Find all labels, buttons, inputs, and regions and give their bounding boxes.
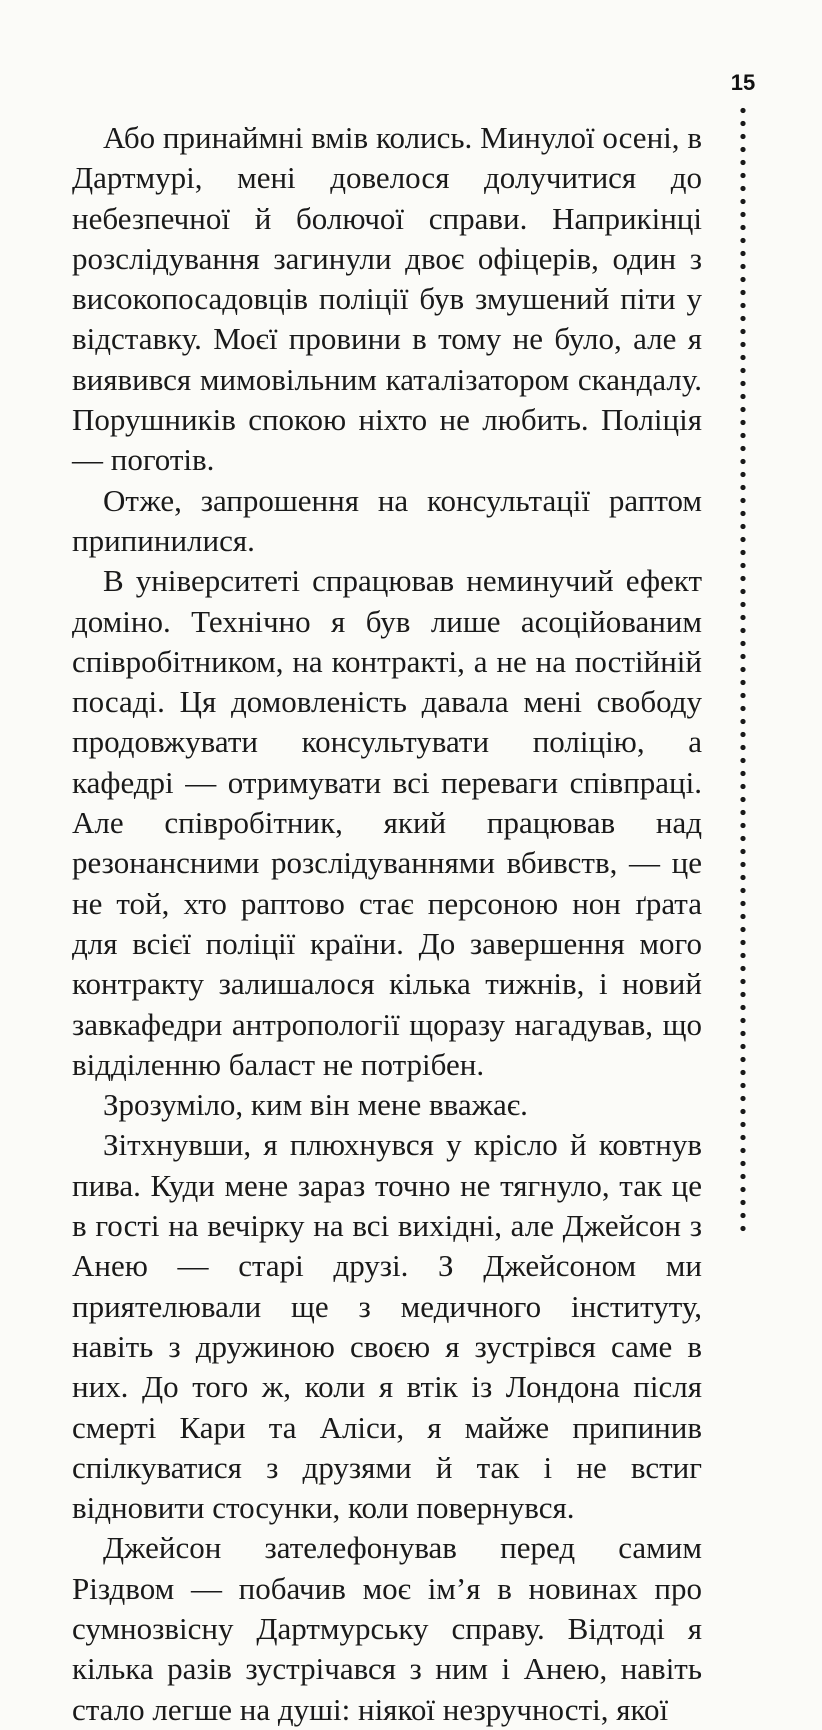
paragraph: Отже, запрошення на консультації раптом припинилися. <box>72 482 702 558</box>
page-number: 15 <box>730 70 756 95</box>
paragraph: Або принаймні вмів колись. Минулої осені, в Дартмурі, мені довелося долучитися до небезпечної й болючої справи. Наприкінці розслідування загинули двоє офіцерів, один з високопосадовців поліції був змушений піти у відставку. Моєї провини в тому не було, але я виявився мимовільним каталізатором скандалу. Порушників спокою ніхто не любить. Поліція — поготів. <box>72 120 702 478</box>
paragraph: Зрозуміло, ким він мене вважає. <box>103 1087 528 1123</box>
body-text <box>72 118 702 1730</box>
paragraph: В університеті спрацював неминучий ефект доміно. Технічно я був лише асоційованим співробітником, на контракті, а не на постійній посаді. Ця домовленість давала мені свободу продовжувати консультувати поліцію, а кафедрі — отримувати всі переваги співпраці. Але співробітник, який працював над резонансними розслідуваннями вбивств, — це не той, хто раптово стає персоною нон ґрата для всієї поліції країни. До завершення мого контракту залишалося кілька тижнів, і новий завкафедри антропології щоразу нагадував, що відділенню баласт не потрібен. <box>72 563 702 1082</box>
paragraph: Зітхнувши, я плюхнувся у крісло й ковтнув пива. Куди мене зараз точно не тягнуло, так це в гості на вечірку на всі вихідні, але Джейсон з Анею — старі друзі. З Джейсоном ми приятелювали ще з медичного інституту, навіть з дружиною своєю я зустрівся саме в них. До того ж, коли я втік із Лондона після смерті Кари та Аліси, я майже припинив спілкуватися з друзями й так і не встиг відновити стосунки, коли повернувся. <box>72 1127 702 1526</box>
dotted-margin-rule <box>739 104 747 1234</box>
paragraph: Джейсон зателефонував перед самим Різдвом — побачив моє ім’я в новинах про сумнозвісну Дартмурську справу. Відтоді я кілька разів зустрічався з ним і Анею, навіть стало легше на душі: ніякої незручності, якої <box>72 1530 702 1727</box>
